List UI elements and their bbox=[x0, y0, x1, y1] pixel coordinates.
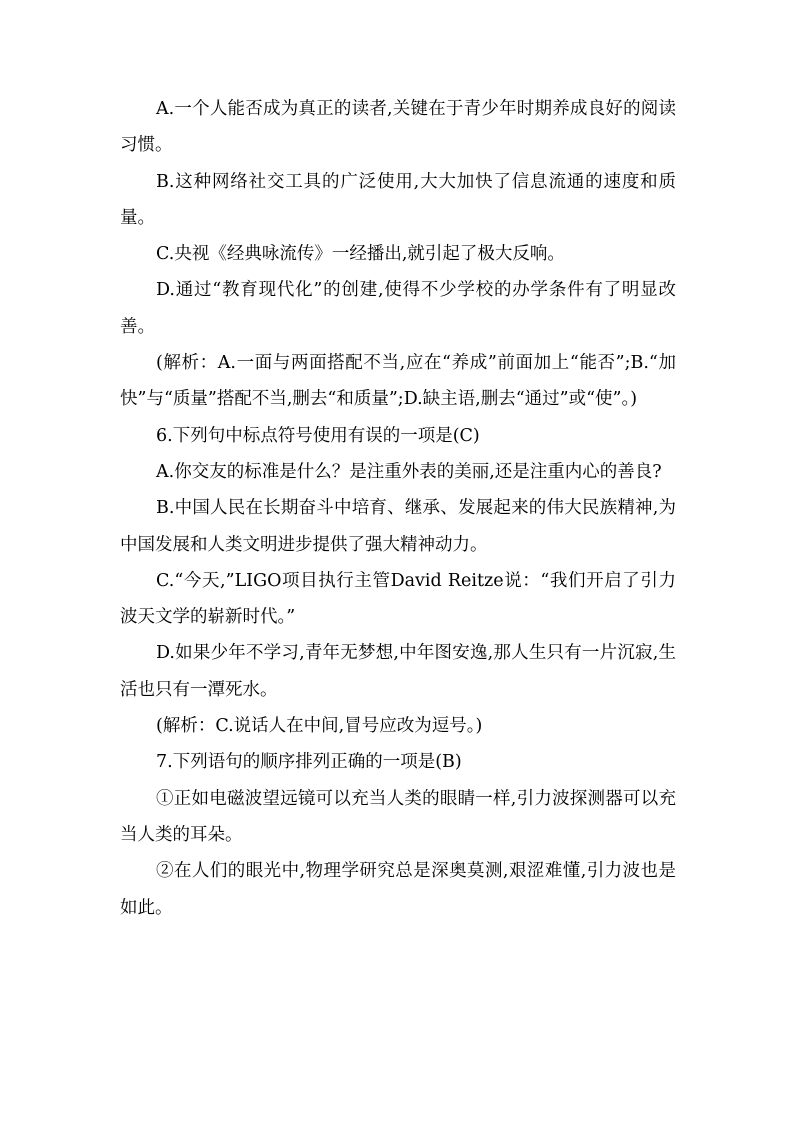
q6-option-c: C.“今天,”LIGO项目执行主管David Reitze说：“我们开启了引力波天文学的崭新时代。” bbox=[120, 570, 676, 628]
option-c-paragraph: C.央视《经典咏流传》一经播出,就引起了极大反响。 bbox=[156, 244, 565, 265]
q6-option-a: A.你交友的标准是什么？是注重外表的美丽,还是注重内心的善良? bbox=[156, 461, 662, 482]
option-b-paragraph: B.这种网络社交工具的广泛使用,大大加快了信息流通的速度和质量。 bbox=[120, 171, 676, 228]
q6-option-d: D.如果少年不学习,青年无梦想,中年图安逸,那人生只有一片沉寂,生活也只有一潭死水。 bbox=[120, 643, 676, 700]
q7-sentence-1: ①正如电磁波望远镜可以充当人类的眼睛一样,引力波探测器可以充当人类的耳朵。 bbox=[120, 788, 676, 845]
option-d-paragraph: D.通过“教育现代化”的创建,使得不少学校的办学条件有了明显改善。 bbox=[120, 280, 676, 337]
question-6-stem: 6.下列句中标点符号使用有误的一项是(C) bbox=[156, 425, 480, 446]
question-7-stem: 7.下列语句的顺序排列正确的一项是(B) bbox=[156, 752, 462, 773]
analysis-paragraph: (解析：A.一面与两面搭配不当,应在“养成”前面加上“能否”;B.“加快”与“质量”搭配不当,删去“和质量”;D.缺主语,删去“通过”或“使”。) bbox=[120, 353, 676, 410]
q6-option-b: B.中国人民在长期奋斗中培育、继承、发展起来的伟大民族精神,为中国发展和人类文明进步提供了强大精神动力。 bbox=[120, 498, 676, 555]
q6-analysis: (解析：C.说话人在中间,冒号应改为逗号。) bbox=[156, 716, 483, 737]
document-body bbox=[120, 91, 676, 926]
q7-sentence-2: ②在人们的眼光中,物理学研究总是深奥莫测,艰涩难懂,引力波也是如此。 bbox=[120, 861, 676, 918]
option-a-paragraph: A.一个人能否成为真正的读者,关键在于青少年时期养成良好的阅读习惯。 bbox=[120, 99, 676, 156]
